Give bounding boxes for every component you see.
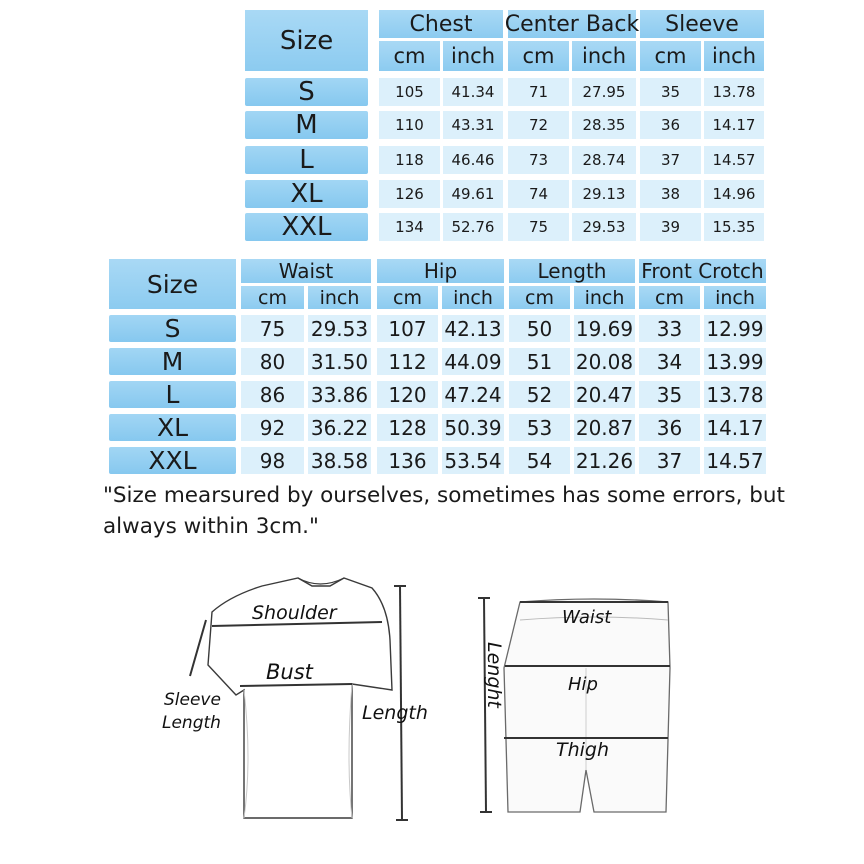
cell-cm: 126	[379, 180, 440, 208]
size-label: L	[245, 146, 368, 174]
size-label: XL	[109, 414, 236, 441]
unit-header-inch: inch	[442, 286, 504, 309]
cell-inch: 29.13	[572, 180, 636, 208]
unit-header-inch: inch	[572, 41, 636, 71]
cell-cm: 52	[509, 381, 570, 408]
column-group-header: Front Crotch	[639, 259, 766, 283]
cell-inch: 43.31	[443, 111, 503, 139]
shorts-diagram	[478, 598, 670, 812]
cell-inch: 44.09	[442, 348, 504, 375]
sleeve-length-label-2: Length	[162, 713, 221, 733]
cell-cm: 37	[640, 146, 701, 174]
cell-inch: 14.57	[704, 146, 764, 174]
size-label: XXL	[109, 447, 236, 474]
cell-inch: 50.39	[442, 414, 504, 441]
column-group-header: Waist	[241, 259, 371, 283]
unit-header-cm: cm	[241, 286, 304, 309]
shorts-length-label: Lenght	[483, 642, 505, 708]
cell-cm: 72	[508, 111, 569, 139]
cell-inch: 47.24	[442, 381, 504, 408]
cell-inch: 21.26	[575, 448, 634, 473]
cell-cm: 128	[377, 414, 438, 441]
cell-cm: 71	[508, 78, 569, 106]
cell-inch: 12.99	[704, 315, 766, 342]
unit-header-inch: inch	[574, 286, 635, 309]
size-label: S	[245, 78, 368, 106]
cell-cm: 36	[639, 414, 700, 441]
shoulder-label: Shoulder	[252, 602, 337, 624]
cell-inch: 53.54	[442, 447, 504, 474]
cell-cm: 98	[241, 447, 304, 474]
size-label: S	[109, 315, 236, 342]
shirt-length-label: Length	[362, 702, 428, 724]
unit-header-inch: inch	[704, 286, 766, 309]
cell-cm: 36	[640, 111, 701, 139]
cell-cm: 75	[241, 315, 304, 342]
cell-cm: 112	[377, 348, 438, 375]
cell-inch: 33.86	[308, 381, 371, 408]
cell-inch: 46.46	[443, 146, 503, 174]
cell-cm: 34	[639, 348, 700, 375]
cell-inch: 14.57	[704, 447, 766, 474]
cell-inch: 20.47	[575, 382, 634, 407]
cell-inch: 28.35	[572, 111, 636, 139]
cell-inch: 13.78	[704, 78, 764, 106]
sleeve-length-label-1: Sleeve	[164, 690, 221, 710]
size-label: XXL	[245, 213, 368, 241]
cell-inch: 31.50	[308, 348, 371, 375]
cell-cm: 92	[241, 414, 304, 441]
size-label: M	[245, 111, 368, 139]
cell-cm: 136	[377, 447, 438, 474]
cell-cm: 120	[377, 381, 438, 408]
cell-inch: 14.17	[704, 414, 766, 441]
cell-inch: 41.34	[443, 78, 503, 106]
cell-inch: 14.17	[704, 111, 764, 139]
cell-inch: 42.13	[442, 315, 504, 342]
cell-cm: 50	[509, 315, 570, 342]
column-group-header: Sleeve	[640, 10, 764, 38]
size-label: XL	[245, 180, 368, 208]
unit-header-cm: cm	[639, 286, 700, 309]
column-group-header: Chest	[379, 10, 503, 38]
cell-inch: 49.61	[443, 180, 503, 208]
shirt-diagram	[162, 578, 428, 820]
cell-cm: 39	[640, 213, 701, 241]
size-header: Size	[245, 10, 368, 71]
column-group-header: Center Back	[504, 11, 640, 37]
cell-cm: 107	[377, 315, 438, 342]
unit-header-cm: cm	[377, 286, 438, 309]
cell-cm: 110	[379, 111, 440, 139]
cell-cm: 74	[508, 180, 569, 208]
cell-cm: 134	[379, 213, 440, 241]
size-label: L	[109, 381, 236, 408]
cell-cm: 80	[241, 348, 304, 375]
cell-cm: 73	[508, 146, 569, 174]
cell-cm: 35	[639, 381, 700, 408]
cell-inch: 28.74	[572, 146, 636, 174]
cell-inch: 19.69	[575, 316, 634, 341]
cell-inch: 13.78	[704, 381, 766, 408]
cell-inch: 29.53	[308, 315, 371, 342]
unit-header-inch: inch	[704, 41, 764, 71]
thigh-label: Thigh	[556, 739, 610, 761]
unit-header-cm: cm	[509, 286, 570, 309]
cell-cm: 86	[241, 381, 304, 408]
cell-inch: 14.96	[704, 180, 764, 208]
bust-label: Bust	[266, 660, 313, 684]
cell-inch: 29.53	[572, 213, 636, 241]
unit-header-cm: cm	[508, 41, 569, 71]
cell-inch: 38.58	[308, 447, 371, 474]
cell-inch: 27.95	[572, 78, 636, 106]
cell-inch: 52.76	[443, 213, 503, 241]
cell-cm: 75	[508, 213, 569, 241]
cell-cm: 33	[639, 315, 700, 342]
cell-cm: 118	[379, 146, 440, 174]
sleeve-length-line	[190, 620, 206, 676]
cell-cm: 105	[379, 78, 440, 106]
size-header: Size	[109, 259, 236, 309]
cell-inch: 15.35	[704, 213, 764, 241]
cell-inch: 20.08	[575, 349, 634, 374]
waist-label: Waist	[562, 607, 612, 628]
hip-label: Hip	[568, 674, 598, 695]
cell-cm: 35	[640, 78, 701, 106]
unit-header-cm: cm	[379, 41, 440, 71]
size-label: M	[109, 348, 236, 375]
column-group-header: Length	[509, 259, 635, 283]
unit-header-inch: inch	[443, 41, 503, 71]
measurement-note: "Size mearsured by ourselves, sometimes has some errors, but always within 3cm."	[103, 483, 785, 539]
cell-cm: 54	[509, 447, 570, 474]
cell-cm: 53	[509, 414, 570, 441]
column-group-header: Hip	[377, 259, 504, 283]
cell-inch: 20.87	[575, 415, 634, 440]
unit-header-inch: inch	[308, 286, 371, 309]
shorts-outline	[504, 599, 670, 812]
unit-header-cm: cm	[640, 41, 701, 71]
cell-inch: 13.99	[704, 348, 766, 375]
cell-inch: 36.22	[308, 414, 371, 441]
cell-cm: 51	[509, 348, 570, 375]
cell-cm: 37	[639, 447, 700, 474]
cell-cm: 38	[640, 180, 701, 208]
